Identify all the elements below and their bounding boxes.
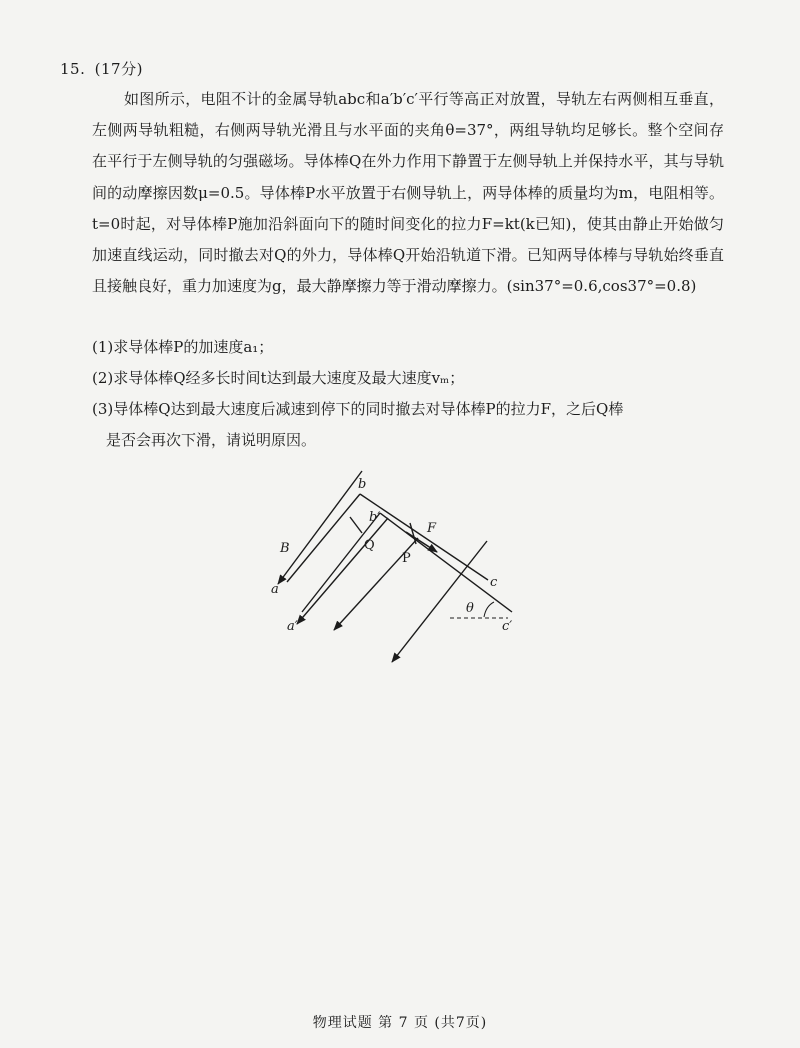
rod-q (350, 517, 362, 533)
rail-ab (287, 494, 360, 582)
sub-question-3-line-2: 是否会再次下滑，请说明原因。 (106, 431, 317, 450)
question-number: 15. (60, 60, 86, 78)
question-header (60, 58, 143, 79)
field-line-1 (278, 471, 362, 584)
rail-b-prime-c-prime (380, 513, 512, 612)
field-line-2 (297, 518, 388, 624)
label-B: B (280, 541, 290, 556)
label-b-prime: b′ (369, 510, 381, 525)
sub-question-3 (92, 394, 728, 456)
label-b: b (358, 477, 367, 492)
sub-question-3-line-1: (3)导体棒Q达到最大速度后减速到停下的同时撤去对导体棒P的拉力F，之后Q棒 (92, 400, 624, 418)
label-a: a (271, 582, 279, 597)
sub-question-1: (1)求导体棒P的加速度a₁； (92, 338, 274, 356)
label-Q: Q (364, 538, 375, 553)
angle-arc (484, 602, 494, 617)
rail-diagram (270, 458, 530, 668)
label-P: P (402, 551, 411, 566)
rod-p (410, 523, 416, 544)
label-F: F (427, 521, 437, 536)
rail-a-prime-b-prime (302, 513, 380, 612)
rail-bc (360, 494, 488, 580)
problem-statement: 如图所示，电阻不计的金属导轨abc和a′b′c′平行等高正对放置，导轨左右两侧相互垂直，左侧两导轨粗糙，右侧两导轨光滑且与水平面的夹角θ=37°，两组导轨均足够长。整个空间存在平行于左侧导轨的匀强磁场。导体棒Q在外力作用下静置于左侧导轨上并保持水平，其与导轨间的动摩擦因数μ=0.5。导体棒P水平放置于右侧导轨上，两导体棒的质量均为m，电阻相等。t=0时起，对导体棒P施加沿斜面向下的随时间变化的拉力F=kt(k已知)，使其由静止开始做匀加速直线运动，同时撤去对Q的外力，导体棒Q开始沿轨道下滑。已知两导体棒与导轨始终垂直且接触良好，重力加速度为g，最大静摩擦力等于滑动摩擦力。(sin37°=0.6,cos37°=0.8) (92, 90, 724, 296)
label-theta: θ (466, 601, 474, 616)
question-score: (17分) (94, 60, 143, 78)
label-c-prime: c′ (502, 619, 513, 634)
page-footer: 物理试题 第 7 页 (共7页) (312, 1015, 488, 1031)
label-c: c (490, 575, 498, 590)
sub-question-2: (2)求导体棒Q经多长时间t达到最大速度及最大速度vₘ； (92, 369, 465, 387)
label-a-prime: a′ (287, 619, 298, 634)
